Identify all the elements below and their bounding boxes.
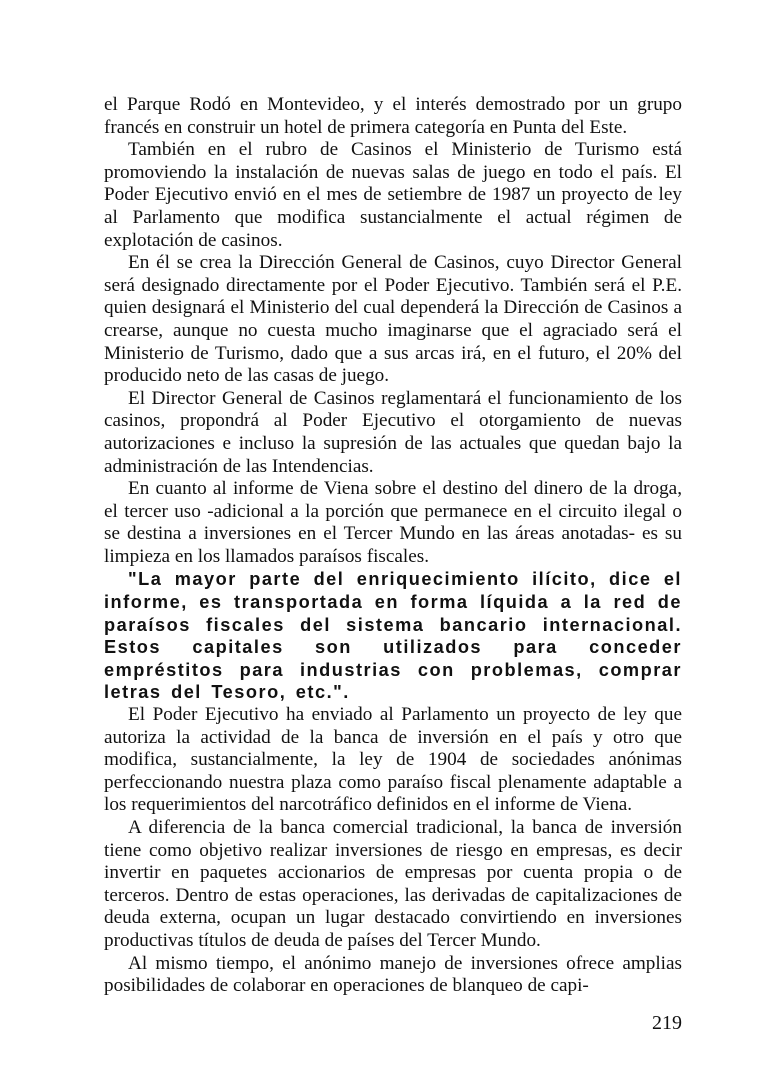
page-body <box>104 94 682 998</box>
paragraph-quotation: "La mayor parte del enriquecimiento ilícito, dice el informe, es transportada en forma líquida a la red de paraísos fiscales del sistema bancario internacional. Estos capitales son utilizados para conceder empréstitos para industrias con problemas, comprar letras del Tesoro, etc.". <box>104 569 682 703</box>
paragraph-informe-viena: En cuanto al informe de Viena sobre el destino del dinero de la droga, el tercer uso -adicional a la porción que permanece en el circuito ilegal o se destina a inversiones en el Tercer Mundo en las áreas anotadas- es su limpieza en los llamados paraísos fiscales. <box>104 478 682 567</box>
paragraph-director-general: El Director General de Casinos reglamentará el funcionamiento de los casinos, propondrá al Poder Ejecutivo el otorgamiento de nuevas autorizaciones e incluso la supresión de las actuales que quedan bajo la administración de las Intendencias. <box>104 387 682 477</box>
paragraph-anonimo-manejo: Al mismo tiempo, el anónimo manejo de inversiones ofrece amplias posibilidades de colaborar en operaciones de blanqueo de capi- <box>104 952 682 997</box>
paragraph-casinos-ministry: También en el rubro de Casinos el Ministerio de Turismo está promoviendo la instalación de nuevas salas de juego en todo el país. El Poder Ejecutivo envió en el mes de setiembre de 1987 un proyecto de ley al Parlamento que modifica sustancialmente el actual régimen de explotación de casinos. <box>104 139 682 251</box>
page-number: 219 <box>652 1012 682 1034</box>
paragraph-proyecto-ley: El Poder Ejecutivo ha enviado al Parlamento un proyecto de ley que autoriza la actividad de la banca de inversión en el país y otro que modifica, sustancialmente, la ley de 1904 de sociedades anónimas perfeccionando nuestra plaza como paraíso fiscal plenamente adaptable a los requerimientos del narcotráfico definidos en el informe de Viena. <box>104 704 682 816</box>
paragraph-direccion-casinos: En él se crea la Dirección General de Casinos, cuyo Director General será designado directamente por el Poder Ejecutivo. También será el P.E. quien designará el Ministerio del cual dependerá la Dirección de Casinos a crearse, aunque no cuesta mucho imaginarse que el agraciado será el Ministerio de Turismo, dado que a sus arcas irá, en el futuro, el 20% del producido neto de las casas de juego. <box>104 252 682 387</box>
paragraph-continuation: el Parque Rodó en Montevideo, y el interés demostrado por un grupo francés en construir un hotel de primera categoría en Punta del Este. <box>104 94 682 138</box>
paragraph-banca-inversion: A diferencia de la banca comercial tradicional, la banca de inversión tiene como objetivo realizar inversiones de riesgo en empresas, es decir invertir en paquetes accionarios de empresas por cuenta propia o de terceros. Dentro de estas operaciones, las derivadas de capitalizaciones de deuda externa, ocupan un lugar destacado convirtiendo en inversiones productivas títulos de deuda de países del Tercer Mundo. <box>104 817 682 951</box>
